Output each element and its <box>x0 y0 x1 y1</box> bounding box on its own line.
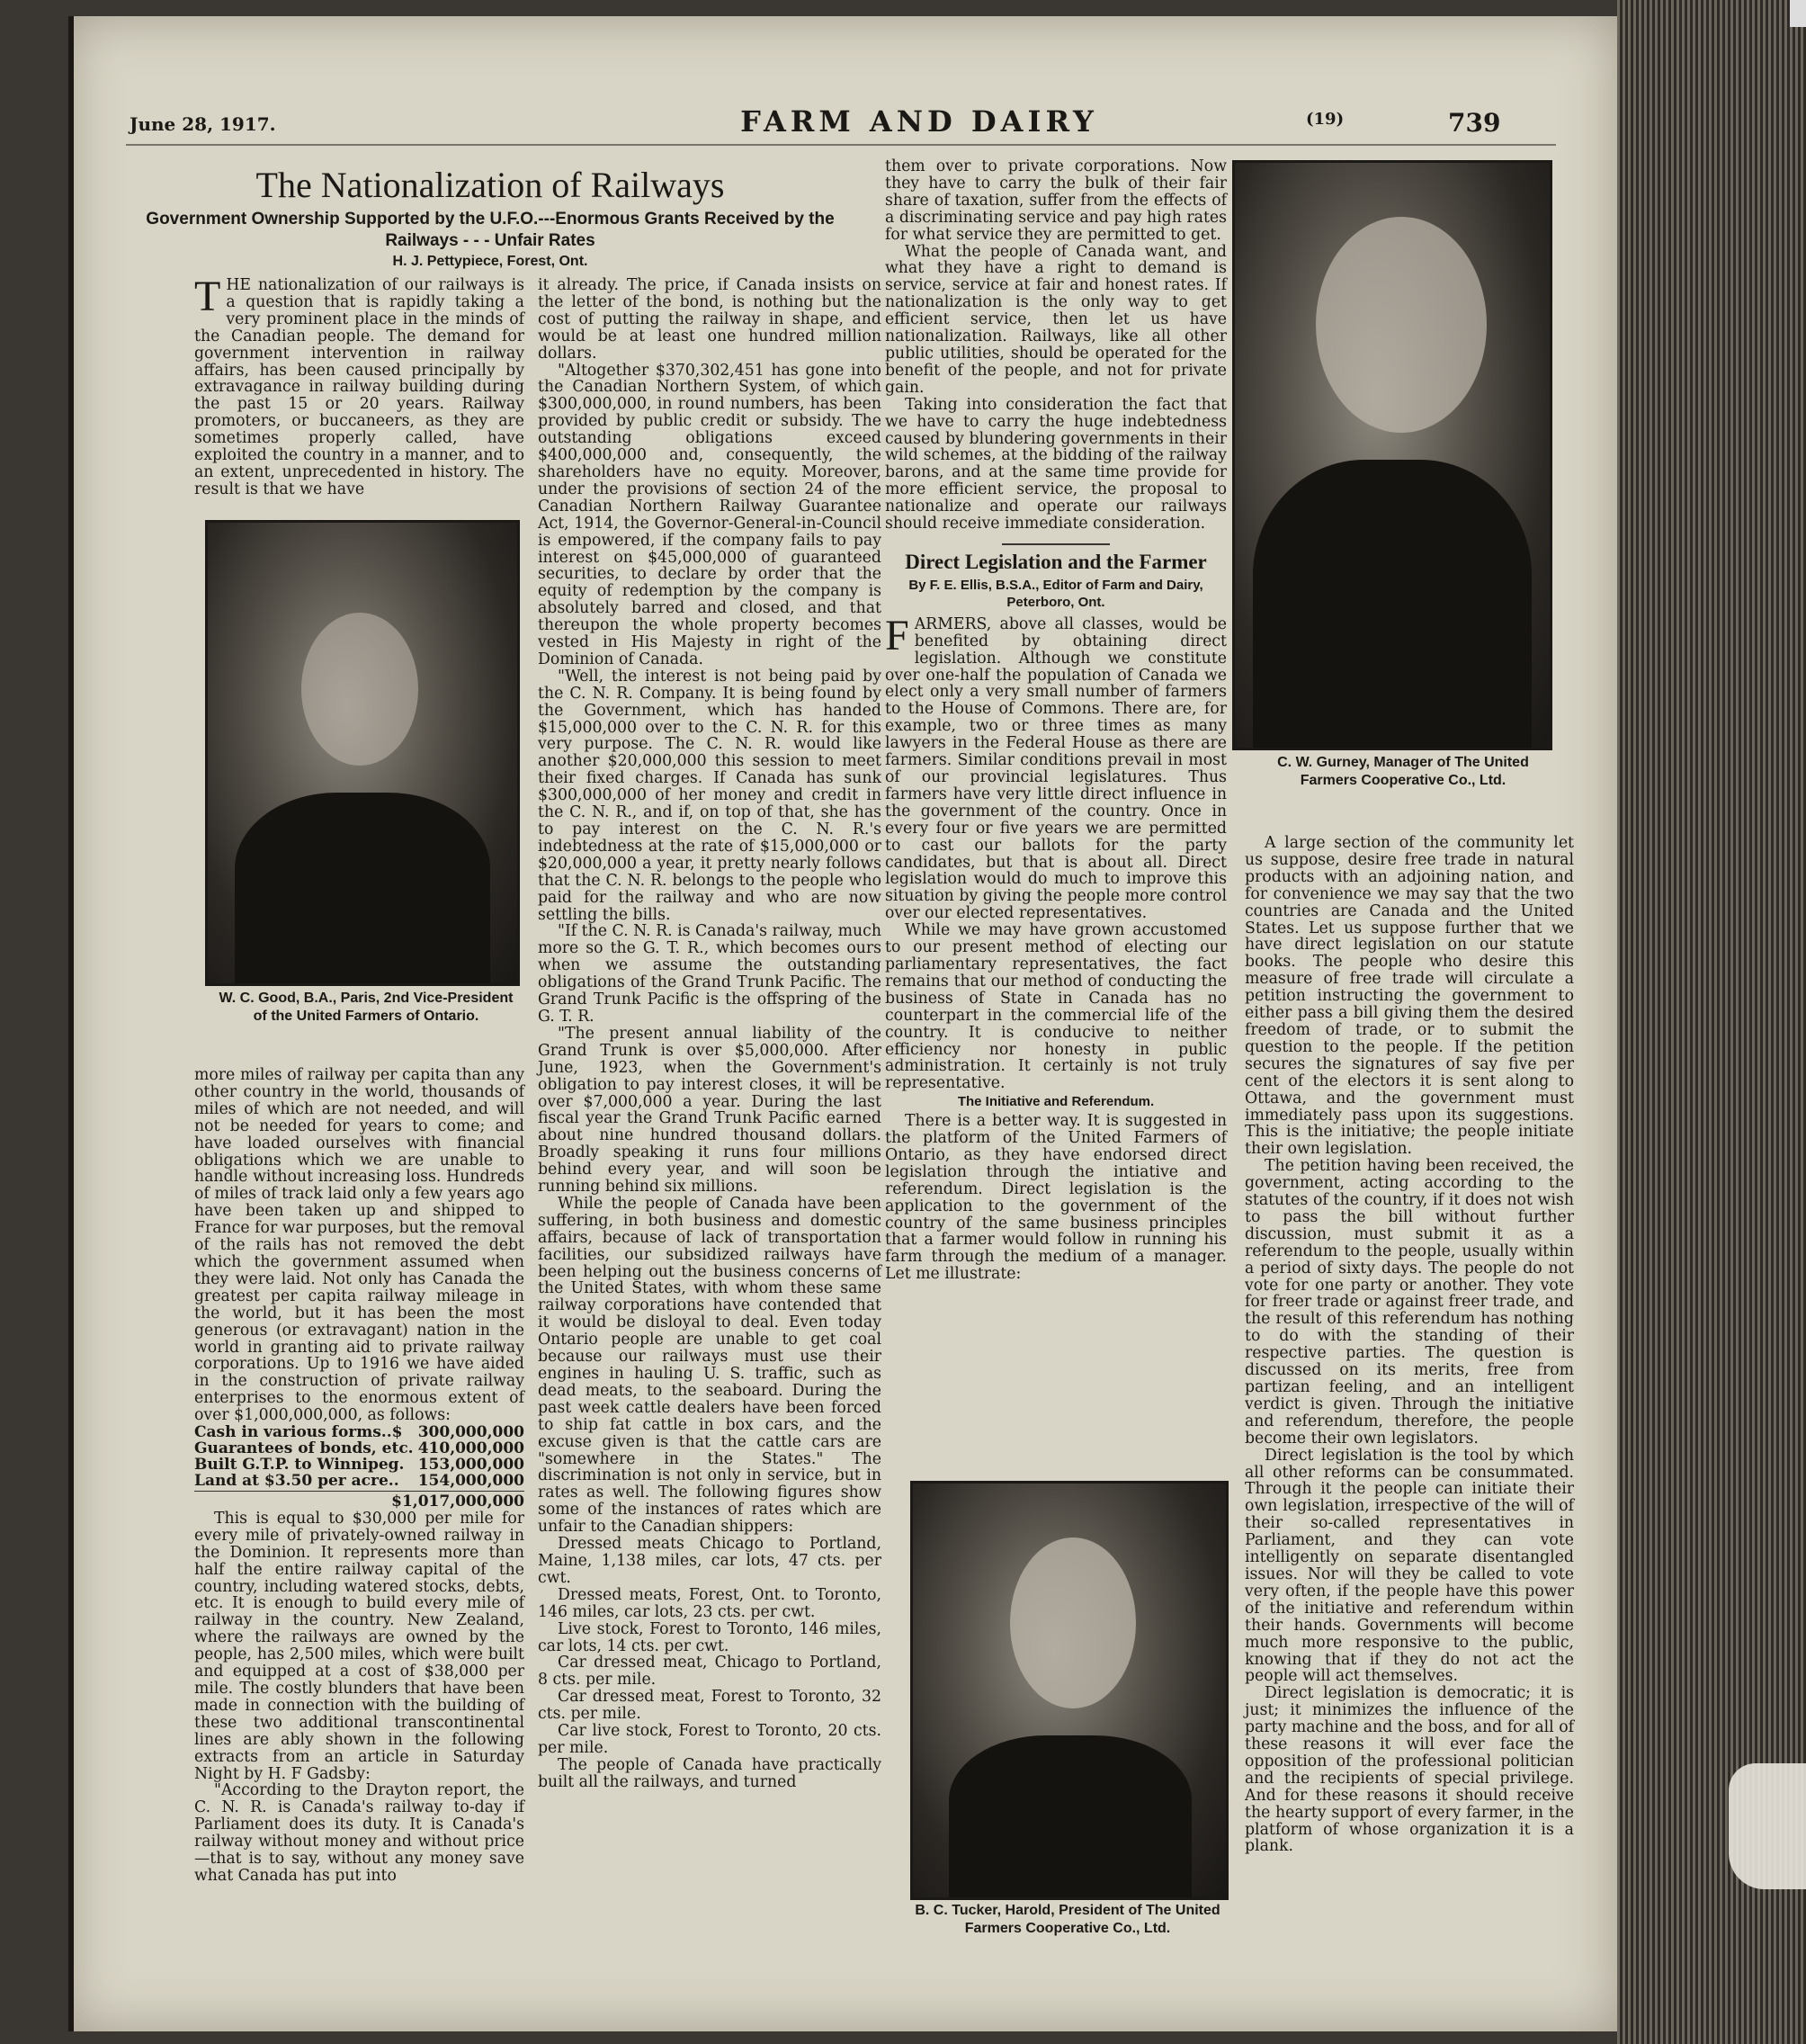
article-paragraph: FARMERS, above all classes, would be benefited by obtaining direct legislation. Although we constitute over one-half the population of Canada we elect only a very small number of farmers to the House of Commons. There are, for example, two or three times as many lawyers in the Federal House as there are farmers. Similar conditions prevail in most of our provincial legislatures. Thus farmers have very little direct influence in the government of the country. Once in every four or five years we are permitted to cast our ballots for the party candidates, but that is about all. Direct legislation would do much to improve this situation by giving the people more control over our elected representatives. <box>885 611 1227 923</box>
article-subtitle: Government Ownership Supported by the U.F.O.---Enormous Grants Received by the Railways - - - Unfair Rates <box>146 210 835 250</box>
portrait-photo-good <box>205 520 520 986</box>
column-1-top <box>194 273 524 498</box>
article-paragraph: There is a better way. It is suggested in the platform of the United Farmers of Ontario, as they have endorsed direct legislation through the intiative and referendum. Direct legislation is the application to the government of the country of the same business principles that a farmer would follow in running his farm through the medium of a manager. Let me illustrate: <box>885 1112 1227 1284</box>
figure-row <box>194 1440 524 1457</box>
column-3 <box>885 158 1227 1283</box>
article-paragraph: The petition having been received, the government, acting according to the statutes of the country, if it does not wish to pass the bill without further discussion, must submit it as a referendum to the people, usually within a period of sixty days. The people do not vote for one party or another. They vote for freer trade or against freer trade, and the result of this referendum has nothing to do with the standing of their respective parties. The question is discussed on its merits, free from partizan feeling, and an intelligent verdict is given. Through the initiative and referendum, therefore, the people become their own legislators. <box>1245 1157 1574 1448</box>
article-2-title: Direct Legislation and the Farmer <box>905 550 1207 573</box>
article-paragraph: Direct legislation is the tool by which all other reforms can be consummated. Through it the people can initiate their own legislation, irrespective of the will of their so-called representatives in Parliament, and they can vote intelligently on separate disentangled issues. Nor will they be called to vote very often, if the people have this power of the initiative and referendum within their hands. Governments will become much more responsive to the public, knowing that if they do not act the people will act themselves. <box>1245 1446 1574 1686</box>
column-2 <box>538 277 881 1791</box>
figure-amount: 153,000,000 <box>417 1456 524 1475</box>
figure-amount: 154,000,000 <box>417 1472 524 1491</box>
photo-caption: C. W. Gurney, Manager of The United Farmers Cooperative Co., Ltd. <box>1277 755 1529 788</box>
page-number: 739 <box>1448 108 1501 138</box>
portrait-photo-tucker <box>910 1481 1229 1900</box>
section-divider <box>1002 543 1110 545</box>
portrait-face <box>1010 1537 1136 1708</box>
figure-label: Guarantees of bonds, etc. <box>194 1439 414 1458</box>
article-paragraph: Dressed meats, Forest, Ont. to Toronto, 146 miles, car lots, 23 cts. per cwt. <box>538 1585 881 1621</box>
article-byline: H. J. Pettypiece, Forest, Ont. <box>392 254 588 269</box>
article-paragraph: What the people of Canada want, and what they have a right to demand is service, service at fair and honest rates. If nationalization is the only way to get efficient service, then let us have nationalization. Railways, like all other public utilities, should be operated for the benefit of the people, and not for private gain. <box>885 242 1227 397</box>
publication-title: FARM AND DAIRY <box>740 104 1098 139</box>
portrait-coat <box>1253 460 1532 748</box>
article-paragraph: This is equal to $30,000 per mile for every mile of privately-owned railway in the Dominion. It represents more than half the entire railway capital of the country, including watered stocks, debts, etc. It is enough to build every mile of railway in the country. New Zealand, where the railways are owned by the people, has 2,500 miles, which were built and equipped at a cost of $38,000 per mile. The costly blunders that have been made in connection with the building of these two additional transcontinental lines are ably shown in the following extracts from an article in Saturday Night by H. F Gadsby: <box>194 1509 524 1783</box>
article-paragraph: "Well, the interest is not being paid by the C. N. R. Company. It is being found by the Government, which has handed $15,000,000 over to the C. N. R. for this very purpose. The C. N. R. would like another $20,000,000 this session to meet their fixed charges. If Canada has sunk $300,000,000 of her money and credit in the C. N. R., and if, on top of that, she has to pay interest on the C. N. R.'s indebtedness at the rate of $15,000,000 or $20,000,000 a year, it pretty nearly follows that the C. N. R. belongs to the people who paid for the railway and who are now settling the bills. <box>538 667 881 924</box>
photo-caption: W. C. Good, B.A., Paris, 2nd Vice-President of the United Farmers of Ontario. <box>219 991 514 1024</box>
drop-cap: F <box>885 611 909 659</box>
article-paragraph: them over to private corporations. Now they have to carry the bulk of their fair share of taxation, suffer from the effects of a discriminating service and pay high rates for what service they are permitted to get. <box>885 157 1227 244</box>
issue-date: June 28, 1917. <box>130 113 276 135</box>
aid-figures-table <box>194 1424 524 1489</box>
article-paragraph: Live stock, Forest to Toronto, 146 miles, car lots, 14 cts. per cwt. <box>538 1619 881 1655</box>
article-paragraph: Direct legislation is democratic; it is just; it minimizes the influence of the party machine and the boss, and for all of these reasons it will ever face the opposition of the professional politician and the recipients of special privilege. And for these reasons it should receive the hearty support of every farmer, in the platform of whose organization it is a plank. <box>1245 1684 1574 1856</box>
column-4 <box>1245 835 1574 1855</box>
article-paragraph: Car dressed meat, Chicago to Portland, 8 cts. per mile. <box>538 1654 881 1690</box>
article-paragraph: While we may have grown accustomed to our present method of electing our parliamentary representatives, the fact remains that our method of conducting the business of State in Canada has no counterpart in the commercial life of the country. It is conducive to neither efficiency nor honesty in public administration. It certainly is not truly representative. <box>885 921 1227 1093</box>
portrait-photo-gurney <box>1232 160 1552 750</box>
drop-cap: T <box>194 273 221 320</box>
figure-amount: 410,000,000 <box>417 1439 524 1458</box>
figure-label: Cash in various forms..$ <box>194 1423 403 1442</box>
article-paragraph: Taking into consideration the fact that we have to carry the huge indebtedness caused by blundering governments in their wild schemes, at the bidding of the railway barons, and at the same time provide for more efficient service, the proposal to nationalize and operate our railways should receive immediate consideration. <box>885 395 1227 533</box>
article-paragraph: Car dressed meat, Forest to Toronto, 32 cts. per mile. <box>538 1688 881 1724</box>
section-number: (19) <box>1306 110 1345 129</box>
article-2-byline: By F. E. Ellis, B.S.A., Editor of Farm and Dairy, Peterboro, Ont. <box>908 577 1203 610</box>
subheading: The Initiative and Referendum. <box>957 1094 1155 1110</box>
article-paragraph: "According to the Drayton report, the C. N. R. is Canada's railway to-day if Parliament does its duty. It is Canada's railway without money and without price—that is to say, without any money save what Canada has put into <box>194 1781 524 1885</box>
photo-caption: B. C. Tucker, Harold, President of The United Farmers Cooperative Co., Ltd. <box>915 1903 1220 1936</box>
figure-label: Land at $3.50 per acre.. <box>194 1472 399 1491</box>
article-paragraph: While the people of Canada have been suffering, in both business and domestic affairs, because of lack of transportation facilities, our subsidized railways have been helping out the business concerns of the United States, with whom these same railway corporations have contended that it would be disloyal to deal. Even today Ontario people are unable to get coal because our railways must use their engines in hauling U. S. traffic, such as dead meats, to the seaboard. During the past week cattle dealers have been forced to ship fat cattle in box cars, and the excuse given is that the cattle cars are "somewhere in the States." The discrimination is not only in service, but in rates as well. The following figures show some of the instances of rates which are unfair to the Canadian shippers: <box>538 1194 881 1537</box>
figure-row <box>194 1473 524 1489</box>
figure-row <box>194 1424 524 1440</box>
page-edges <box>1617 0 1806 2044</box>
article-paragraph: A large section of the community let us suppose, desire free trade in natural products with an adjoining nation, and for convenience we may say that the two countries are Canada and the United States. Let us suppose further that we have direct legislation on our statute books. The people who desire this measure of free trade will circulate a petition instructing the government to either pass a bill giving them the desired freedom of trade, or to submit the question to the people. If the petition secures the signatures of say five per cent of the electors it is sent along to Ottawa, and the government must immediately pass upon its suggestions. This is the initiative; the people initiate their own legislation. <box>1245 834 1574 1159</box>
header-rule <box>126 144 1556 146</box>
article-paragraph: THE nationalization of our railways is a question that is rapidly taking a very prominent place in the minds of the Canadian people. The demand for government intervention in railway affairs, has been caused principally by extravagance in railway building during the past 15 or 20 years. Railway promoters, or buccaneers, as they are sometimes properly called, have exploited the country in a manner, and to an extent, unprecedented in history. The result is that we have <box>194 273 524 498</box>
figure-amount: 300,000,000 <box>417 1423 524 1442</box>
article-paragraph: Car live stock, Forest to Toronto, 20 cts. per mile. <box>538 1722 881 1757</box>
article-paragraph: Dressed meats Chicago to Portland, Maine, 1,138 miles, car lots, 47 cts. per cwt. <box>538 1535 881 1587</box>
column-1-bottom <box>194 1067 524 1885</box>
article-paragraph: "Altogether $370,302,451 has gone into the Canadian Northern System, of which $300,000,000, in round numbers, has been provided by public credit or subsidy. The outstanding obligations exceed $400,000,000 and, consequently, the shareholders have no equity. Moreover, under the provisions of section 24 of the Canadian Northern Railway Guarantee Act, 1914, the Governor-General-in-Council is empowered, if the company fails to pay interest on $45,000,000 of guaranteed securities, to declare by order that the equity of redemption by the company is absolutely barred and closed, and that thereupon the whole property becomes vested in His Majesty in right of the Dominion of Canada. <box>538 361 881 668</box>
portrait-coat <box>949 1735 1192 1897</box>
figure-row <box>194 1457 524 1473</box>
figures-total: $1,017,000,000 <box>194 1491 524 1511</box>
corner-label <box>1790 0 1806 27</box>
article-paragraph: The people of Canada have practically built all the railways, and turned <box>538 1755 881 1791</box>
portrait-coat <box>235 793 490 983</box>
portrait-face <box>301 613 418 766</box>
article-paragraph: more miles of railway per capita than any other country in the world, thousands of miles of which are not needed, and will not be needed for years to come; and have loaded ourselves with financial obligations which we are unable to handle without increasing loss. Hundreds of miles of track laid only a few years ago have been taken up and shipped to France for war purposes, but the removal of the rails has not removed the debt which the government assumed when they were laid. Not only has Canada the greatest per capita railway mileage in the world, but it has been the most generous (or extravagant) nation in the world in granting aid to private railway corporations. Up to 1916 we have aided in the construction of private railway enterprises to the enormous extent of over $1,000,000,000, as follows: <box>194 1066 524 1425</box>
article-paragraph: "If the C. N. R. is Canada's railway, much more so the G. T. R., which becomes ours when we assume the outstanding obligations of the Grand Trunk Pacific. The Grand Trunk Pacific is the offspring of the G. T. R. <box>538 922 881 1026</box>
article-paragraph: "The present annual liability of the Grand Trunk is over $5,000,000. After June, 1923, when the Government's obligation to pay interest closes, it will be over $7,000,000 a year. During the last fiscal year the Grand Trunk Pacific earned about nine hundred thousand dollars. Broadly speaking it runs four millions behind every year, and will soon be running behind six millions. <box>538 1024 881 1197</box>
figure-label: Built G.T.P. to Winnipeg. <box>194 1456 405 1475</box>
article-title: The Nationalization of Railways <box>255 165 725 205</box>
article-paragraph: it already. The price, if Canada insists on the letter of the bond, is nothing but the cost of putting the railway in shape, and would be at least one hundred million dollars. <box>538 276 881 363</box>
portrait-face <box>1316 217 1487 433</box>
paper-tear <box>1729 1763 1806 1889</box>
binding-spine <box>68 16 74 2031</box>
